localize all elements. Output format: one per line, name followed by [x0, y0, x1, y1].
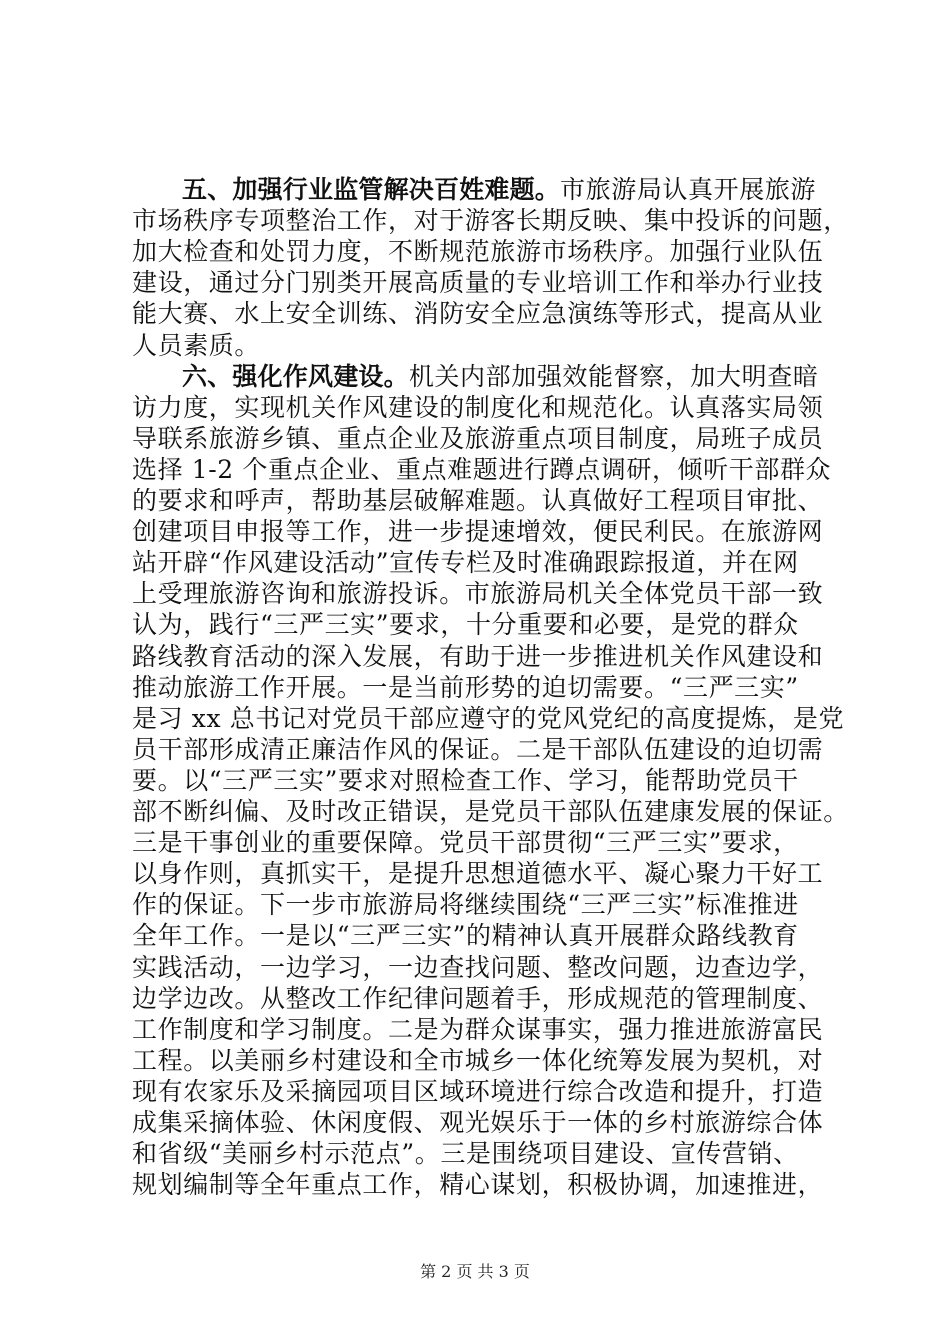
text-line: 建设，通过分门别类开展高质量的专业培训工作和举办行业技 [132, 268, 824, 298]
text-line: 工程。以美丽乡村建设和全市城乡一体化统筹发展为契机，对 [132, 1045, 824, 1075]
text-line: 市场秩序专项整治工作，对于游客长期反映、集中投诉的问题， [132, 206, 849, 236]
text-line: 实践活动，一边学习，一边查找问题、整改问题，边查边学， [132, 952, 824, 982]
text-line: 站开辟“作风建设活动”宣传专栏及时准确跟踪报道，并在网 [132, 548, 799, 578]
text-line: 工作制度和学习制度。二是为群众谋事实，强力推进旅游富民 [132, 1014, 824, 1044]
text-line: 要。以“三严三实”要求对照检查工作、学习，能帮助党员干 [132, 765, 799, 795]
text-line: 路线教育活动的深入发展，有助于进一步推进机关作风建设和 [132, 641, 824, 671]
text-line: 加大检查和处罚力度，不断规范旅游市场秩序。加强行业队伍 [132, 237, 824, 267]
paragraph-text: 机关内部加强效能督察，加大明查暗 [408, 361, 819, 391]
text-line: 现有农家乐及采摘园项目区域环境进行综合改造和提升，打造 [132, 1076, 824, 1106]
text-line: 规划编制等全年重点工作，精心谋划，积极协调，加速推进， [132, 1170, 824, 1200]
text-line: 认为，践行“三严三实”要求，十分重要和必要，是党的群众 [132, 610, 799, 640]
text-line: 人员素质。 [132, 330, 261, 360]
text-line: 访力度，实现机关作风建设的制度化和规范化。认真落实局领 [132, 392, 824, 422]
text-line: 选择 1-2 个重点企业、重点难题进行蹲点调研，倾听干部群众 [132, 454, 832, 484]
section-heading: 五、加强行业监管解决百姓难题。 [182, 175, 561, 204]
section-heading: 六、强化作风建设。 [182, 361, 409, 391]
text-line: 三是干事创业的重要保障。党员干部贯彻“三严三实”要求， [132, 828, 799, 858]
text-line: 成集采摘体验、休闲度假、观光娱乐于一体的乡村旅游综合体 [132, 1108, 824, 1137]
text-line: 能大赛、水上安全训练、消防安全应急演练等形式，提高从业 [132, 299, 824, 329]
text-line: 导联系旅游乡镇、重点企业及旅游重点项目制度，局班子成员 [132, 423, 824, 453]
text-line: 是习 xx 总书记对党员干部应遵守的党风党纪的高度提炼，是党 [132, 703, 845, 733]
text-line: 推动旅游工作开展。一是当前形势的迫切需要。“三严三实” [132, 672, 799, 702]
text-line: 员干部形成清正廉洁作风的保证。二是干部队伍建设的迫切需 [132, 734, 824, 764]
text-line: 部不断纠偏、及时改正错误，是党员干部队伍建康发展的保证。 [132, 797, 849, 826]
paragraph-text: 市旅游局认真开展旅游 [560, 175, 817, 204]
page-footer: 第 2 页 共 3 页 [420, 1262, 530, 1281]
text-line: 全年工作。一是以“三严三实”的精神认真开展群众路线教育 [132, 921, 799, 951]
text-line: 边学边改。从整改工作纪律问题着手，形成规范的管理制度、 [132, 983, 824, 1013]
text-line: 以身作则，真抓实干，是提升思想道德水平、凝心聚力干好工 [132, 859, 824, 889]
text-line: 创建项目申报等工作，进一步提速增效，便民利民。在旅游网 [132, 517, 824, 547]
text-line: 和省级“美丽乡村示范点”。三是围绕项目建设、宣传营销、 [132, 1139, 799, 1169]
text-line: 作的保证。下一步市旅游局将继续围绕“三严三实”标准推进 [132, 890, 799, 920]
text-line: 的要求和呼声，帮助基层破解难题。认真做好工程项目审批、 [132, 486, 824, 515]
text-line: 上受理旅游咨询和旅游投诉。市旅游局机关全体党员干部一致 [132, 579, 824, 609]
